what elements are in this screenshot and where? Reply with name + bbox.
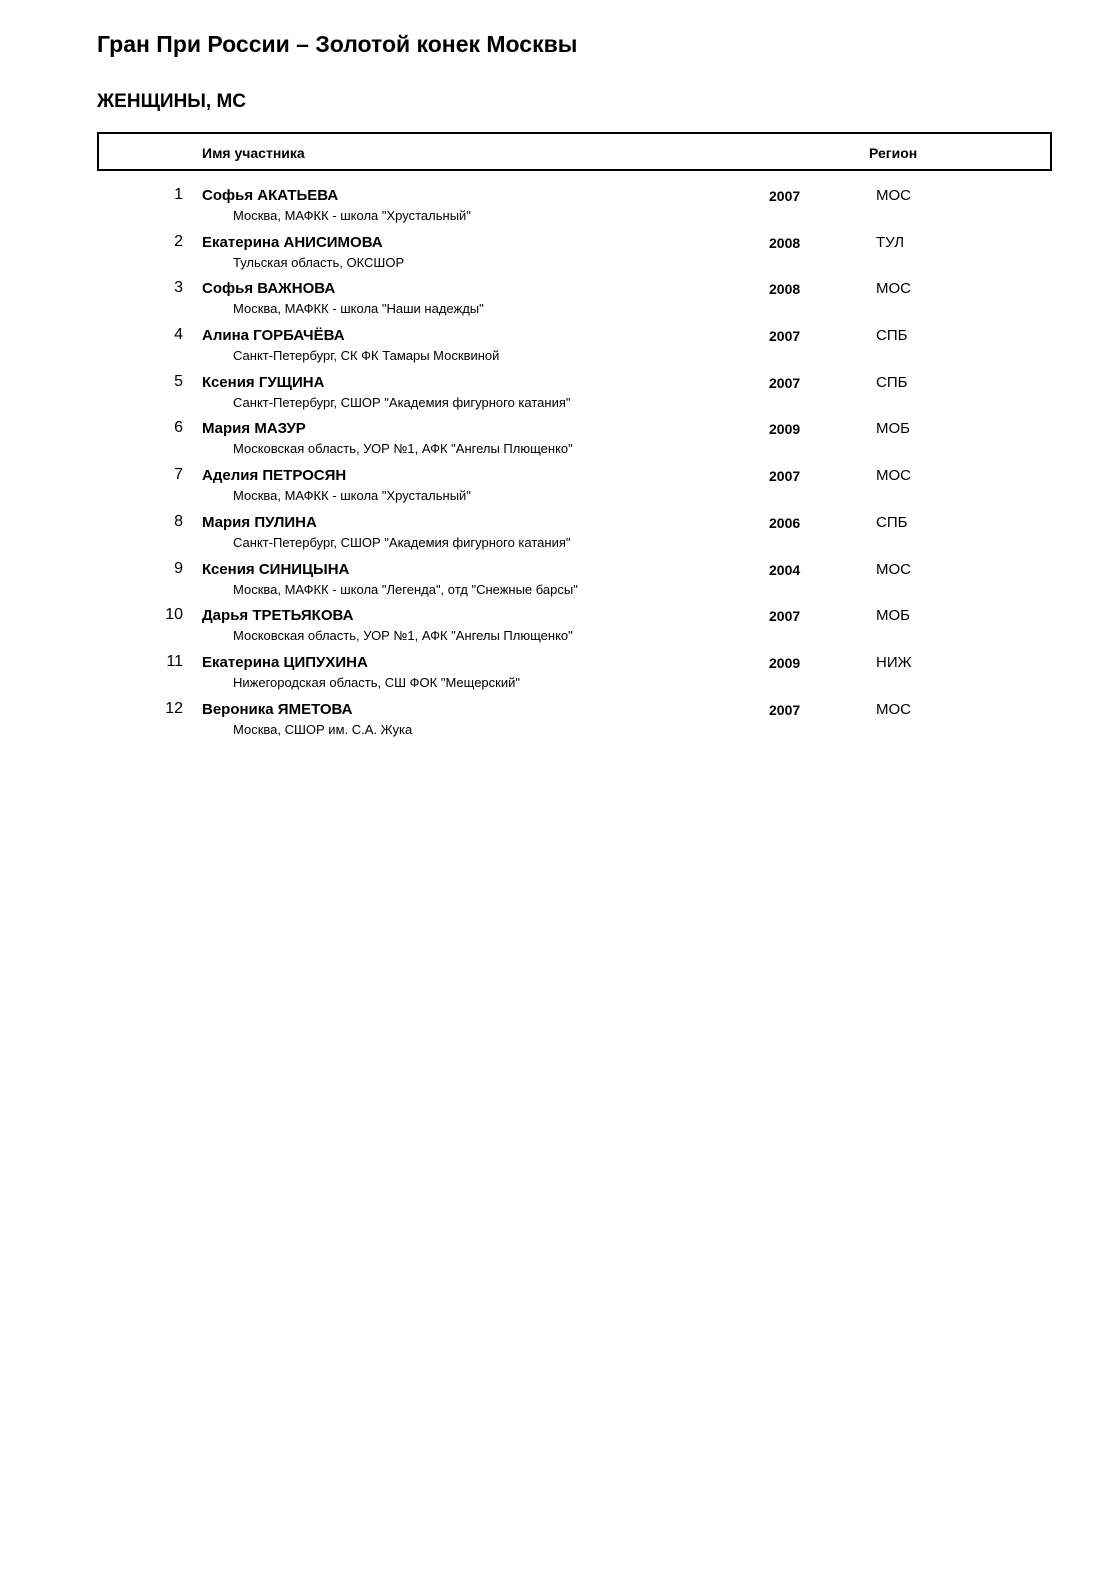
table-row [97,373,1052,420]
participant-club: Москва, МАФКК - школа "Легенда", отд "Снежные барсы" [233,581,578,597]
participant-list [97,186,1052,746]
participant-name: Мария МАЗУР [202,420,306,438]
participant-name: Вероника ЯМЕТОВА [202,700,353,718]
participant-year: 2007 [769,468,801,485]
participant-club: Московская область, УОР №1, АФК "Ангелы Плющенко" [233,628,573,644]
participant-club: Москва, МАФКК - школа "Хрустальный" [233,488,471,504]
participant-region: СПБ [876,373,908,391]
participant-region: СПБ [876,327,908,345]
participant-year: 2009 [769,421,801,438]
participant-club: Тульская область, ОКСШОР [233,254,405,270]
participant-club: Москва, МАФКК - школа "Наши надежды" [233,301,484,317]
participant-year: 2006 [769,514,801,531]
participant-region: СПБ [876,513,908,531]
row-number: 5 [174,372,183,390]
participant-region: ТУЛ [876,233,905,251]
participant-region: МОС [876,700,911,718]
document-title: Гран При России – Золотой конек Москвы [97,31,578,57]
table-row [97,233,1052,280]
participant-name: Екатерина ЦИПУХИНА [202,653,368,671]
header-name: Имя участника [202,145,305,161]
participant-year: 2007 [769,701,801,718]
table-row [97,606,1052,653]
row-number: 10 [165,606,183,624]
participant-year: 2007 [769,608,801,625]
participant-club: Санкт-Петербург, СК ФК Тамары Москвиной [233,348,500,364]
participant-club: Санкт-Петербург, СШОР "Академия фигурного катания" [233,534,571,550]
participant-region: МОС [876,560,911,578]
row-number: 4 [174,326,183,344]
row-number: 1 [174,186,183,203]
participant-name: Софья ВАЖНОВА [202,280,336,298]
row-number: 8 [174,512,183,530]
participant-club: Санкт-Петербург, СШОР "Академия фигурного катания" [233,394,571,410]
table-row [97,419,1052,466]
participant-club: Московская область, УОР №1, АФК "Ангелы Плющенко" [233,441,573,457]
participant-club: Нижегородская область, СШ ФОК "Мещерский" [233,674,520,690]
participant-name: Дарья ТРЕТЬЯКОВА [202,607,354,625]
row-number: 11 [166,652,183,670]
participant-name: Ксения ГУЩИНА [202,373,325,391]
participant-region: МОС [876,280,911,298]
table-row [97,560,1052,607]
participant-year: 2007 [769,328,801,345]
row-number: 12 [165,699,183,717]
participant-region: МОС [876,187,911,204]
participant-year: 2004 [769,561,801,578]
table-row [97,513,1052,560]
participant-name: Мария ПУЛИНА [202,513,317,531]
table-header [97,132,1052,171]
table-row [97,700,1052,747]
row-number: 7 [174,466,183,484]
participant-club: Москва, СШОР им. С.А. Жука [233,721,413,737]
participant-name: Ксения СИНИЦЫНА [202,560,350,578]
table-row [97,186,1052,233]
participant-year: 2007 [769,188,801,204]
participant-name: Алина ГОРБАЧЁВА [202,327,345,345]
participant-year: 2009 [769,654,801,671]
row-number: 6 [174,419,183,437]
participant-name: Екатерина АНИСИМОВА [202,233,383,251]
table-row [97,326,1052,373]
row-number: 9 [174,559,183,577]
participant-region: НИЖ [876,653,912,671]
table-row [97,466,1052,513]
participant-region: МОБ [876,420,911,438]
participant-year: 2008 [769,281,801,298]
participant-region: МОС [876,467,911,485]
table-row [97,279,1052,326]
header-region: Регион [869,145,918,161]
table-row [97,653,1052,700]
participant-club: Москва, МАФКК - школа "Хрустальный" [233,208,471,223]
participant-name: Аделия ПЕТРОСЯН [202,467,347,485]
row-number: 3 [174,279,183,297]
row-number: 2 [174,232,183,250]
participant-region: МОБ [876,607,911,625]
section-title: ЖЕНЩИНЫ, МС [97,91,247,112]
participant-year: 2007 [769,374,801,391]
participant-name: Софья АКАТЬЕВА [202,187,339,204]
participant-year: 2008 [769,234,801,251]
